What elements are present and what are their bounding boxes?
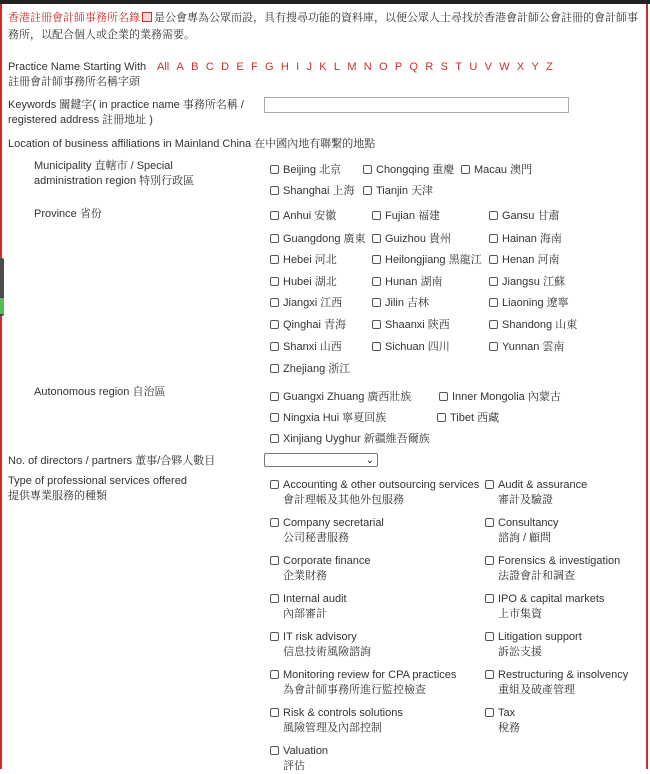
checkbox[interactable] (485, 708, 494, 717)
checkbox-label (385, 318, 450, 333)
letter-link[interactable]: D (221, 61, 230, 73)
checkbox-label-text: Litigation support (498, 631, 582, 643)
checkbox-label-text: Jilin 吉林 (385, 297, 430, 309)
province-checkbox[interactable] (270, 340, 342, 355)
checkbox-label (283, 390, 411, 405)
checkbox[interactable] (270, 298, 279, 307)
checkbox[interactable] (270, 518, 279, 527)
letter-link[interactable]: T (455, 61, 463, 73)
checkbox[interactable] (270, 434, 279, 443)
service-checkbox[interactable] (485, 668, 628, 698)
autonomous-checkbox[interactable] (270, 411, 386, 426)
checkbox-label-text: Zhejiang 浙江 (283, 363, 351, 375)
checkbox-label-text: Henan 河南 (502, 254, 560, 266)
letter-link[interactable]: U (469, 61, 478, 73)
municipality-checkbox[interactable] (363, 163, 454, 178)
province-checkbox[interactable] (489, 209, 559, 224)
checkbox-label (498, 706, 520, 736)
checkbox-label-text: Hubei 湖北 (283, 276, 337, 288)
checkbox[interactable] (439, 392, 448, 401)
checkbox-label-zh: 諮詢 / 顧問 (498, 532, 552, 544)
location-heading: Location of business affiliations in Mainland China 在中國內地有聯繫的地點 (8, 138, 376, 150)
checkbox-label-text: Sichuan 四川 (385, 341, 450, 353)
province-checkbox[interactable] (489, 296, 569, 311)
province-checkbox[interactable] (372, 209, 440, 224)
checkbox-label-text: Ningxia Hui 寧夏回族 (283, 412, 387, 424)
checkbox-label-text: Xinjiang Uyghur 新疆維吾爾族 (283, 433, 430, 445)
letter-link[interactable]: N (363, 61, 372, 73)
checkbox-label-text: Tibet 西藏 (450, 412, 500, 424)
checkbox[interactable] (461, 165, 470, 174)
letter-link[interactable]: R (425, 61, 434, 73)
checkbox-label (283, 554, 370, 584)
flag-icon (142, 12, 152, 22)
keywords-label-line1: Keywords 關鍵字( in practice name 事務所名稱 / (8, 99, 244, 111)
checkbox[interactable] (372, 298, 381, 307)
checkbox-label (283, 253, 337, 268)
checkbox-label (283, 275, 337, 290)
letter-link[interactable]: L (333, 61, 341, 73)
checkbox[interactable] (485, 632, 494, 641)
service-checkbox[interactable] (485, 516, 559, 546)
checkbox-label (283, 340, 342, 355)
checkbox[interactable] (270, 364, 279, 373)
service-checkbox[interactable] (270, 668, 456, 698)
checkbox-label-zh: 法證會計和調查 (498, 570, 575, 582)
checkbox-label-zh: 內部審計 (283, 608, 327, 620)
checkbox[interactable] (489, 320, 498, 329)
province-checkbox[interactable] (270, 362, 350, 377)
checkbox[interactable] (270, 632, 279, 641)
letter-link[interactable]: F (250, 61, 258, 73)
checkbox-label (385, 296, 429, 311)
checkbox-label-text: Tax (498, 707, 516, 719)
checkbox-label-text: Hebei 河北 (283, 254, 337, 266)
checkbox-label (474, 163, 532, 178)
practice-name-label (8, 60, 146, 90)
checkbox[interactable] (270, 708, 279, 717)
checkbox-label-zh: 信息技術風險諮詢 (283, 646, 371, 658)
province-checkbox[interactable] (489, 340, 564, 355)
checkbox-label (283, 516, 384, 546)
checkbox-label (385, 340, 450, 355)
province-checkbox[interactable] (489, 318, 577, 333)
checkbox-label-text: Shanghai 上海 (283, 185, 355, 197)
checkbox[interactable] (270, 320, 279, 329)
municipality-label-line2: administration region 特別行政區 (34, 175, 195, 187)
letter-link[interactable]: I (296, 61, 300, 73)
checkbox-label (498, 516, 559, 546)
letter-link[interactable]: X (516, 61, 525, 73)
checkbox-label (283, 163, 341, 178)
checkbox-label-text: Monitoring review for CPA practices (283, 669, 457, 681)
checkbox[interactable] (270, 392, 279, 401)
service-checkbox[interactable] (485, 478, 587, 508)
checkbox-label-zh: 上市集資 (498, 608, 542, 620)
checkbox-label-text: Hainan 海南 (502, 233, 562, 245)
checkbox[interactable] (489, 298, 498, 307)
checkbox[interactable] (489, 211, 498, 220)
autonomous-checkbox[interactable] (270, 390, 411, 405)
checkbox-label (283, 362, 350, 377)
checkbox-label-text: Chongqing 重慶 (376, 164, 455, 176)
letter-link[interactable]: A (176, 61, 184, 73)
checkbox-label-text: Consultancy (498, 517, 559, 529)
checkbox[interactable] (270, 211, 279, 220)
checkbox-label-text: Forensics & investigation (498, 555, 621, 567)
keywords-label (8, 98, 244, 128)
checkbox[interactable] (270, 234, 279, 243)
checkbox-label (283, 630, 371, 660)
checkbox-label-text: Heilongjiang 黑龍江 (385, 254, 482, 266)
checkbox-label-text: Risk & controls solutions (283, 707, 403, 719)
checkbox-label-text: Jiangsu 江蘇 (502, 276, 565, 288)
checkbox-label-text: Guizhou 貴州 (385, 233, 452, 245)
checkbox[interactable] (485, 480, 494, 489)
autonomous-checkbox[interactable] (437, 411, 499, 426)
checkbox[interactable] (372, 342, 381, 351)
checkbox-label (283, 432, 430, 447)
checkbox-label-text: Qinghai 青海 (283, 319, 346, 331)
municipality-checkbox[interactable] (461, 163, 532, 178)
checkbox-label (502, 296, 569, 311)
service-checkbox[interactable] (485, 592, 604, 622)
letter-link[interactable]: V (484, 61, 492, 73)
province-checkbox[interactable] (270, 209, 336, 224)
checkbox-label (502, 275, 565, 290)
directors-label: No. of directors / partners 董事/合夥人數目 (8, 455, 216, 467)
checkbox-label-text: IPO & capital markets (498, 593, 605, 605)
checkbox-label-text: Tianjin 天津 (376, 185, 434, 197)
province-checkbox[interactable] (489, 275, 565, 290)
province-checkbox[interactable] (270, 318, 346, 333)
chevron-down-icon: ⌄ (365, 455, 374, 466)
practice-name-label-zh: 註冊會計師事務所名稱字頭 (8, 76, 140, 88)
checkbox-label (283, 318, 346, 333)
service-checkbox[interactable] (270, 630, 371, 660)
checkbox-label (385, 209, 440, 224)
municipality-label-line1: Municipality 直轄市 / Special (34, 160, 173, 172)
checkbox[interactable] (489, 277, 498, 286)
checkbox-label-zh: 企業財務 (283, 570, 327, 582)
letter-link[interactable]: C (205, 61, 214, 73)
intro-description: 是公會專為公眾而設，具有搜尋功能的資料庫，以便公眾人士尋找於香港會計師公會註冊的會計師事務所，以配合個人或企業的業務需要。 (8, 12, 638, 41)
municipality-checkbox[interactable] (270, 163, 341, 178)
province-checkbox[interactable] (270, 296, 342, 311)
checkbox-label-zh: 風險管理及內部控制 (283, 722, 382, 734)
checkbox-label-text: Corporate finance (283, 555, 371, 567)
checkbox-label (452, 390, 561, 405)
checkbox[interactable] (270, 165, 279, 174)
top-bar (0, 0, 650, 4)
service-checkbox[interactable] (485, 706, 520, 736)
letter-link[interactable]: All (157, 61, 170, 73)
letter-link[interactable]: B (191, 61, 199, 73)
checkbox[interactable] (372, 320, 381, 329)
services-label-line2: 提供專業服務的種類 (8, 490, 107, 502)
checkbox-label-text: Beijing 北京 (283, 164, 342, 176)
checkbox-label-text: Fujian 福建 (385, 210, 441, 222)
letter-link[interactable]: Z (546, 61, 553, 73)
checkbox-label (283, 478, 479, 508)
checkbox-label (283, 411, 386, 426)
province-checkbox[interactable] (372, 318, 450, 333)
checkbox-label (502, 340, 564, 355)
directory-title: 香港註冊會計師事務所名錄 (8, 12, 140, 24)
checkbox[interactable] (489, 234, 498, 243)
checkbox-label (283, 209, 336, 224)
province-checkbox[interactable] (372, 253, 482, 268)
checkbox[interactable] (270, 186, 279, 195)
checkbox-label (450, 411, 499, 426)
checkbox[interactable] (372, 255, 381, 264)
letter-link[interactable]: O (379, 61, 388, 73)
checkbox[interactable] (363, 165, 372, 174)
checkbox-label-zh: 訴訟支援 (498, 646, 542, 658)
checkbox[interactable] (485, 518, 494, 527)
province-checkbox[interactable] (372, 275, 442, 290)
keywords-label-line2: registered address 註冊地址 ) (8, 114, 153, 126)
checkbox-label (283, 592, 347, 622)
checkbox[interactable] (485, 670, 494, 679)
alphabet-filter (157, 60, 560, 74)
service-checkbox[interactable] (270, 478, 479, 508)
checkbox-label-text: Inner Mongolia 內蒙古 (452, 391, 561, 403)
checkbox-label-zh: 評估 (283, 760, 305, 772)
checkbox-label-text: Audit & assurance (498, 479, 588, 491)
checkbox-label-zh: 公司秘書服務 (283, 532, 349, 544)
province-checkbox[interactable] (270, 275, 337, 290)
province-checkbox[interactable] (270, 232, 366, 247)
checkbox-label-text: Shaanxi 陝西 (385, 319, 450, 331)
checkbox-label-text: Guangdong 廣東 (283, 233, 366, 245)
checkbox-label (385, 253, 482, 268)
checkbox-label-text: Company secretarial (283, 517, 384, 529)
checkbox-label-text: IT risk advisory (283, 631, 357, 643)
checkbox-label (502, 253, 559, 268)
checkbox-label (385, 275, 442, 290)
letter-link[interactable]: W (499, 61, 510, 73)
service-checkbox[interactable] (270, 592, 347, 622)
service-checkbox[interactable] (485, 554, 620, 584)
checkbox[interactable] (437, 413, 446, 422)
checkbox[interactable] (270, 342, 279, 351)
checkbox-label-text: Restructuring & insolvency (498, 669, 629, 681)
letter-link[interactable]: S (440, 61, 448, 73)
checkbox-label-text: Valuation (283, 745, 329, 757)
checkbox-label-text: Guangxi Zhuang 廣西壯族 (283, 391, 412, 403)
checkbox-label-text: Accounting & other outsourcing services (283, 479, 480, 491)
keywords-input[interactable] (264, 97, 569, 113)
province-checkbox[interactable] (489, 253, 559, 268)
checkbox-label (498, 554, 620, 584)
checkbox-label (283, 744, 328, 774)
province-checkbox[interactable] (372, 232, 451, 247)
checkbox-label (376, 163, 454, 178)
letter-link[interactable]: G (264, 61, 274, 73)
intro-text (8, 10, 640, 44)
checkbox-label-zh: 稅務 (498, 722, 520, 734)
letter-link[interactable]: J (306, 61, 312, 73)
checkbox-label (502, 318, 577, 333)
checkbox[interactable] (270, 277, 279, 286)
checkbox[interactable] (270, 413, 279, 422)
checkbox-label (498, 478, 587, 508)
checkbox-label (385, 232, 451, 247)
checkbox[interactable] (372, 277, 381, 286)
checkbox-label-text: Gansu 甘肅 (502, 210, 560, 222)
checkbox[interactable] (485, 594, 494, 603)
checkbox-label (283, 184, 355, 199)
checkbox-label (502, 232, 562, 247)
letter-link[interactable]: Q (409, 61, 419, 73)
practice-name-label-en: Practice Name Starting With (8, 61, 147, 73)
checkbox-label (283, 706, 403, 736)
services-label (8, 474, 187, 504)
checkbox-label-text: Jiangxi 江西 (283, 297, 343, 309)
letter-link[interactable]: M (347, 61, 357, 73)
service-checkbox[interactable] (270, 516, 384, 546)
checkbox-label (283, 668, 456, 698)
checkbox-label-zh: 會計理帳及其他外包服務 (283, 494, 404, 506)
right-border (646, 4, 648, 769)
checkbox[interactable] (270, 670, 279, 679)
checkbox-label-zh: 審計及驗證 (498, 494, 553, 506)
letter-link[interactable]: P (394, 61, 403, 73)
autonomous-checkbox[interactable] (270, 432, 430, 447)
checkbox-label-text: Macau 澳門 (474, 164, 533, 176)
checkbox-label-text: Shandong 山東 (502, 319, 578, 331)
left-border (0, 4, 2, 769)
checkbox-label-zh: 重組及破產管理 (498, 684, 575, 696)
checkbox-label (502, 209, 559, 224)
letter-link[interactable]: Y (531, 61, 539, 73)
checkbox-label-text: Yunnan 雲南 (502, 341, 565, 353)
checkbox[interactable] (363, 186, 372, 195)
province-checkbox[interactable] (372, 296, 429, 311)
province-checkbox[interactable] (372, 340, 450, 355)
services-label-line1: Type of professional services offered (8, 475, 187, 487)
checkbox[interactable] (372, 234, 381, 243)
directors-select[interactable] (264, 453, 378, 467)
letter-link[interactable]: K (319, 61, 327, 73)
checkbox-label-text: Shanxi 山西 (283, 341, 342, 353)
checkbox-label (498, 592, 604, 622)
letter-link[interactable]: E (236, 61, 244, 73)
checkbox[interactable] (270, 556, 279, 565)
municipality-label (34, 159, 194, 189)
checkbox-label-zh: 為會計師事務所進行監控檢查 (283, 684, 426, 696)
checkbox[interactable] (485, 556, 494, 565)
province-checkbox[interactable] (489, 232, 562, 247)
checkbox-label (376, 184, 433, 199)
checkbox-label-text: Anhui 安徽 (283, 210, 337, 222)
checkbox[interactable] (489, 255, 498, 264)
checkbox-label-text: Liaoning 遼寧 (502, 297, 569, 309)
checkbox-label-text: Hunan 湖南 (385, 276, 443, 288)
service-checkbox[interactable] (270, 706, 403, 736)
checkbox[interactable] (270, 255, 279, 264)
service-checkbox[interactable] (270, 554, 370, 584)
province-label: Province 省份 (34, 208, 102, 220)
checkbox[interactable] (489, 342, 498, 351)
checkbox[interactable] (372, 211, 381, 220)
checkbox-label (498, 630, 582, 660)
checkbox[interactable] (270, 594, 279, 603)
checkbox[interactable] (270, 746, 279, 755)
province-checkbox[interactable] (270, 253, 337, 268)
side-tab-indicator (0, 298, 4, 314)
autonomous-label: Autonomous region 自治區 (34, 386, 166, 398)
autonomous-checkbox[interactable] (439, 390, 561, 405)
service-checkbox[interactable] (270, 744, 328, 774)
municipality-checkbox[interactable] (363, 184, 433, 199)
checkbox-label-text: Internal audit (283, 593, 347, 605)
letter-link[interactable]: H (280, 61, 289, 73)
municipality-checkbox[interactable] (270, 184, 355, 199)
checkbox-label (283, 232, 366, 247)
checkbox[interactable] (270, 480, 279, 489)
service-checkbox[interactable] (485, 630, 582, 660)
checkbox-label (283, 296, 342, 311)
checkbox-label (498, 668, 628, 698)
